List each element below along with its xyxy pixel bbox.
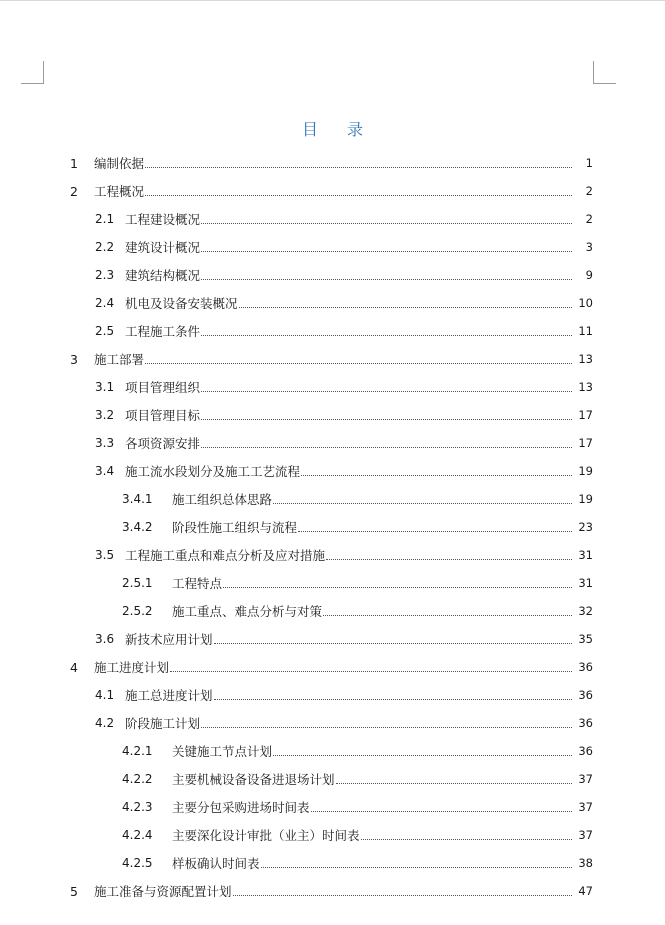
toc-entry[interactable] [0, 289, 665, 317]
toc-entry-page: 36 [578, 688, 593, 702]
toc-entry-page: 35 [578, 632, 593, 646]
toc-entry-label: 样板确认时间表 [172, 856, 260, 871]
toc-entry-number: 2 [70, 183, 78, 199]
toc-dot-leader [273, 754, 572, 756]
toc-entry-number: 2.3 [95, 268, 115, 282]
toc-entry-page: 19 [578, 464, 593, 478]
toc-entry[interactable] [0, 653, 665, 681]
toc-entry[interactable] [0, 849, 665, 877]
toc-entry-label: 施工准备与资源配置计划 [94, 884, 232, 899]
toc-entry[interactable] [0, 205, 665, 233]
toc-entry-label: 阶段性施工组织与流程 [172, 520, 298, 535]
toc-entry-number: 2.5.1 [122, 576, 153, 590]
toc-entry-number: 2.4 [95, 296, 115, 310]
toc-dot-leader [261, 866, 572, 868]
toc-entry-number: 3.3 [95, 436, 115, 450]
toc-entry[interactable] [0, 513, 665, 541]
toc-entry-label: 主要机械设备设备进退场计划 [172, 772, 335, 787]
toc-entry[interactable] [0, 401, 665, 429]
toc-entry[interactable] [0, 681, 665, 709]
toc-entry-label: 关键施工节点计划 [172, 744, 273, 759]
toc-dot-leader [201, 250, 572, 252]
toc-entry-label: 施工组织总体思路 [172, 492, 273, 507]
toc-entry[interactable] [0, 485, 665, 513]
toc-entry-label: 施工进度计划 [94, 660, 170, 675]
toc-entry-number: 4.1 [95, 688, 115, 702]
toc-entry-label: 工程施工条件 [125, 324, 201, 339]
toc-dot-leader [336, 782, 572, 784]
toc-entry-page: 13 [578, 352, 593, 366]
toc-entry[interactable] [0, 457, 665, 485]
toc-entry[interactable] [0, 709, 665, 737]
toc-entry-number: 4.2 [95, 716, 115, 730]
toc-dot-leader [214, 642, 572, 644]
toc-entry-number: 3.2 [95, 408, 115, 422]
toc-entry-number: 2.5.2 [122, 604, 153, 618]
toc-entry[interactable] [0, 373, 665, 401]
toc-entry[interactable] [0, 821, 665, 849]
toc-entry[interactable] [0, 793, 665, 821]
toc-dot-leader [201, 334, 572, 336]
toc-entry-page: 10 [578, 296, 593, 310]
toc-dot-leader [201, 390, 572, 392]
toc-entry-label: 项目管理目标 [125, 408, 201, 423]
toc-entry-page: 1 [585, 156, 593, 170]
toc-dot-leader [323, 614, 572, 616]
toc-entry-label: 工程特点 [172, 576, 223, 591]
toc-dot-leader [145, 194, 572, 196]
toc-entry[interactable] [0, 317, 665, 345]
toc-entry[interactable] [0, 625, 665, 653]
toc-entry[interactable] [0, 597, 665, 625]
toc-dot-leader [201, 726, 572, 728]
toc-entry-label: 机电及设备安装概况 [125, 296, 238, 311]
toc-entry-label: 新技术应用计划 [125, 632, 213, 647]
toc-dot-leader [201, 446, 572, 448]
toc-entry-label: 各项资源安排 [125, 436, 201, 451]
toc-entry-number: 2.1 [95, 212, 115, 226]
toc-entry-page: 36 [578, 660, 593, 674]
toc-entry-number: 4.2.1 [122, 744, 153, 758]
toc-entry-label: 工程概况 [94, 184, 145, 199]
toc-entry[interactable] [0, 429, 665, 457]
toc-dot-leader [170, 670, 572, 672]
toc-entry-page: 47 [578, 884, 593, 898]
toc-entry-label: 工程建设概况 [125, 212, 201, 227]
toc-entry-number: 3.1 [95, 380, 115, 394]
toc-entry-number: 2.5 [95, 324, 115, 338]
toc-entry-page: 36 [578, 716, 593, 730]
toc-dot-leader [201, 222, 572, 224]
toc-entry-number: 4.2.2 [122, 772, 153, 786]
toc-dot-leader [233, 894, 572, 896]
toc-entry-label: 建筑结构概况 [125, 268, 201, 283]
margin-corner-mark-left [21, 61, 44, 84]
toc-entry-page: 37 [578, 772, 593, 786]
toc-dot-leader [298, 530, 572, 532]
toc-entry-number: 5 [70, 883, 78, 899]
toc-entry-page: 23 [578, 520, 593, 534]
toc-entry-number: 4.2.4 [122, 828, 153, 842]
toc-entry-page: 32 [578, 604, 593, 618]
toc-entry-label: 施工部署 [94, 352, 145, 367]
toc-entry-page: 36 [578, 744, 593, 758]
toc-entry-label: 施工总进度计划 [125, 688, 213, 703]
toc-dot-leader [361, 838, 572, 840]
toc-entry-page: 31 [578, 548, 593, 562]
toc-entry-page: 2 [585, 212, 593, 226]
toc-entry[interactable] [0, 569, 665, 597]
toc-entry-label: 编制依据 [94, 156, 145, 171]
page-top-border [0, 0, 665, 1]
toc-entry[interactable] [0, 149, 665, 177]
toc-entry-page: 37 [578, 800, 593, 814]
toc-entry-page: 37 [578, 828, 593, 842]
toc-entry-page: 3 [585, 240, 593, 254]
toc-entry[interactable] [0, 737, 665, 765]
toc-entry[interactable] [0, 233, 665, 261]
toc-entry[interactable] [0, 877, 665, 905]
toc-entry-number: 3.6 [95, 632, 115, 646]
toc-entry-number: 4 [70, 659, 78, 675]
toc-entry-label: 项目管理组织 [125, 380, 201, 395]
toc-entry-number: 3.5 [95, 548, 115, 562]
margin-corner-mark-right [593, 61, 616, 84]
toc-dot-leader [201, 278, 572, 280]
toc-entry-page: 9 [585, 268, 593, 282]
toc-dot-leader [223, 586, 572, 588]
toc-dot-leader [311, 810, 572, 812]
toc-entry-page: 17 [578, 436, 593, 450]
toc-entry-page: 17 [578, 408, 593, 422]
toc-entry-page: 31 [578, 576, 593, 590]
toc-entry-label: 施工重点、难点分析与对策 [172, 604, 323, 619]
toc-entry-page: 13 [578, 380, 593, 394]
toc-entry[interactable] [0, 177, 665, 205]
toc-entry-number: 1 [70, 155, 78, 171]
toc-entry-number: 3.4 [95, 464, 115, 478]
toc-entry[interactable] [0, 345, 665, 373]
toc-dot-leader [145, 362, 572, 364]
toc-entry-number: 3.4.1 [122, 492, 153, 506]
toc-entry[interactable] [0, 541, 665, 569]
toc-dot-leader [239, 306, 572, 308]
toc-entry-label: 主要深化设计审批（业主）时间表 [172, 828, 360, 843]
toc-entry-number: 2.2 [95, 240, 115, 254]
toc-entry-page: 11 [578, 324, 593, 338]
toc-entry-page: 19 [578, 492, 593, 506]
toc-entry[interactable] [0, 765, 665, 793]
toc-entry[interactable] [0, 261, 665, 289]
toc-entry-number: 4.2.3 [122, 800, 153, 814]
toc-title: 目 录 [301, 120, 376, 139]
toc-dot-leader [145, 166, 572, 168]
toc-entry-page: 2 [585, 184, 593, 198]
toc-entry-number: 4.2.5 [122, 856, 153, 870]
toc-dot-leader [326, 558, 572, 560]
toc-entry-label: 阶段施工计划 [125, 716, 201, 731]
toc-dot-leader [201, 418, 572, 420]
toc-dot-leader [214, 698, 572, 700]
toc-entry-label: 工程施工重点和难点分析及应对措施 [125, 548, 326, 563]
toc-entry-label: 施工流水段划分及施工工艺流程 [125, 464, 301, 479]
toc-entry-number: 3.4.2 [122, 520, 153, 534]
toc-dot-leader [301, 474, 572, 476]
toc-entry-page: 38 [578, 856, 593, 870]
toc-dot-leader [273, 502, 572, 504]
toc-entry-label: 主要分包采购进场时间表 [172, 800, 310, 815]
toc-entry-label: 建筑设计概况 [125, 240, 201, 255]
toc-entry-number: 3 [70, 351, 78, 367]
